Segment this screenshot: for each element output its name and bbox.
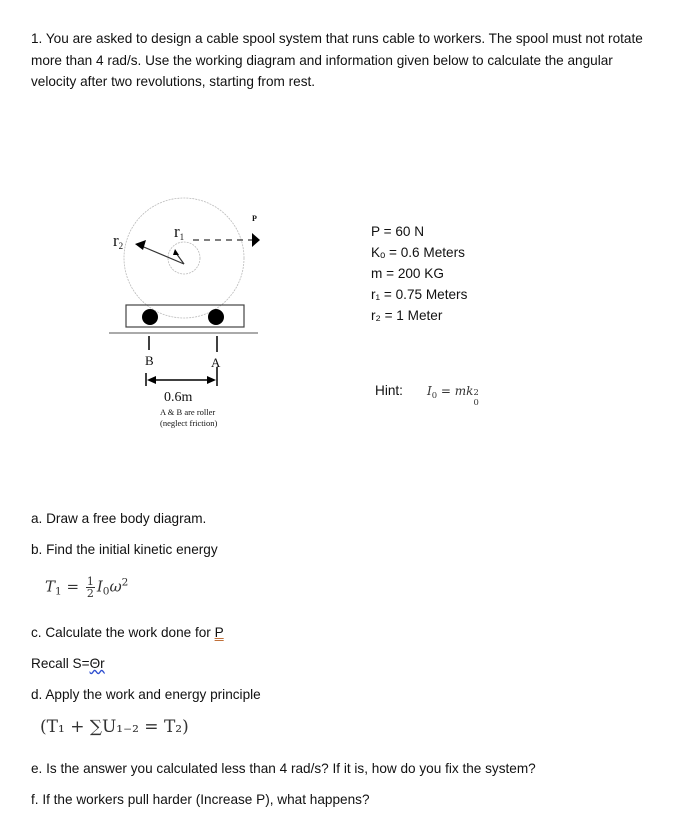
hint-formula-rhs: mk — [454, 384, 474, 398]
r1-arrowhead-icon — [173, 249, 179, 255]
ke-formula-omega: ω — [109, 577, 122, 596]
ke-formula-inertia-sub: 0 — [102, 585, 110, 598]
label-r2 — [113, 231, 123, 251]
ke-formula-numerator: 1 — [86, 575, 94, 588]
label-a: A — [211, 355, 221, 370]
question-f: f. If the workers pull harder (Increase P), what happens? — [31, 792, 370, 807]
label-r1 — [174, 222, 184, 242]
label-r1-sub: 1 — [179, 232, 185, 242]
ke-formula-omega-sup: 2 — [121, 576, 129, 589]
inner-hub-circle — [168, 242, 200, 274]
recall-note-theta: Θr — [89, 656, 105, 671]
roller-note-line2: (neglect friction) — [160, 418, 218, 428]
roller-b — [142, 309, 158, 325]
dimension-label: 0.6m — [164, 390, 193, 405]
dim-arrowhead-left-icon — [147, 376, 156, 384]
work-energy-formula: (T₁ + ∑U₁₋₂ = T₂) — [40, 717, 189, 737]
label-r2-text: r — [113, 231, 119, 250]
label-r2-sub: 2 — [118, 241, 124, 251]
label-p: P — [252, 214, 257, 223]
problem-statement: 1. You are asked to design a cable spool system that runs cable to workers. The spool must not rotate more than 4 rad/s. Use the working diagram and information given below to calculate the angular velocity after two revolutions, starting from rest. — [31, 31, 643, 89]
roller-a — [208, 309, 224, 325]
hint-formula-rhs-sup: 2 — [473, 387, 479, 397]
ke-formula-denominator: 2 — [86, 587, 94, 600]
hint-formula-rhs-sub: 0 — [473, 397, 479, 407]
question-c-p: P — [214, 625, 224, 640]
given-item: Kₒ = 0.6 Meters — [371, 245, 465, 260]
question-e: e. Is the answer you calculated less than 4 rad/s? If it is, how do you fix the system? — [31, 761, 536, 776]
given-item: r₁ = 0.75 Meters — [371, 287, 468, 302]
hint-label: Hint: — [375, 383, 403, 398]
r2-arrowhead-icon — [135, 240, 146, 250]
ke-formula-eq: = — [61, 577, 84, 596]
given-item: m = 200 KG — [371, 266, 444, 281]
roller-note-line1: A & B are roller — [160, 407, 216, 417]
question-d: d. Apply the work and energy principle — [31, 687, 261, 702]
question-c — [31, 625, 224, 640]
recall-note — [31, 656, 105, 671]
recall-note-text: Recall S= — [31, 656, 90, 671]
given-item: P = 60 N — [371, 224, 425, 239]
outer-spool-circle — [124, 198, 244, 318]
kinetic-energy-formula — [45, 576, 128, 599]
question-b: b. Find the initial kinetic energy — [31, 542, 218, 557]
given-item: r₂ = 1 Meter — [371, 308, 443, 323]
hint-formula-lhs: I — [427, 384, 432, 398]
hint-formula — [427, 384, 479, 407]
question-a: a. Draw a free body diagram. — [31, 511, 207, 526]
hint-formula-lhs-sub: 0 — [431, 390, 438, 400]
ke-formula-lhs-sub: 1 — [55, 585, 62, 598]
question-c-text: c. Calculate the work done for — [31, 625, 215, 640]
hint-formula-eq: = — [437, 384, 455, 398]
label-r1-text: r — [174, 222, 180, 241]
label-b: B — [145, 353, 154, 368]
p-arrowhead-icon — [252, 233, 260, 247]
ke-formula-lhs: T — [45, 577, 56, 596]
dim-arrowhead-right-icon — [207, 376, 216, 384]
ke-formula-inertia: I — [96, 577, 103, 596]
